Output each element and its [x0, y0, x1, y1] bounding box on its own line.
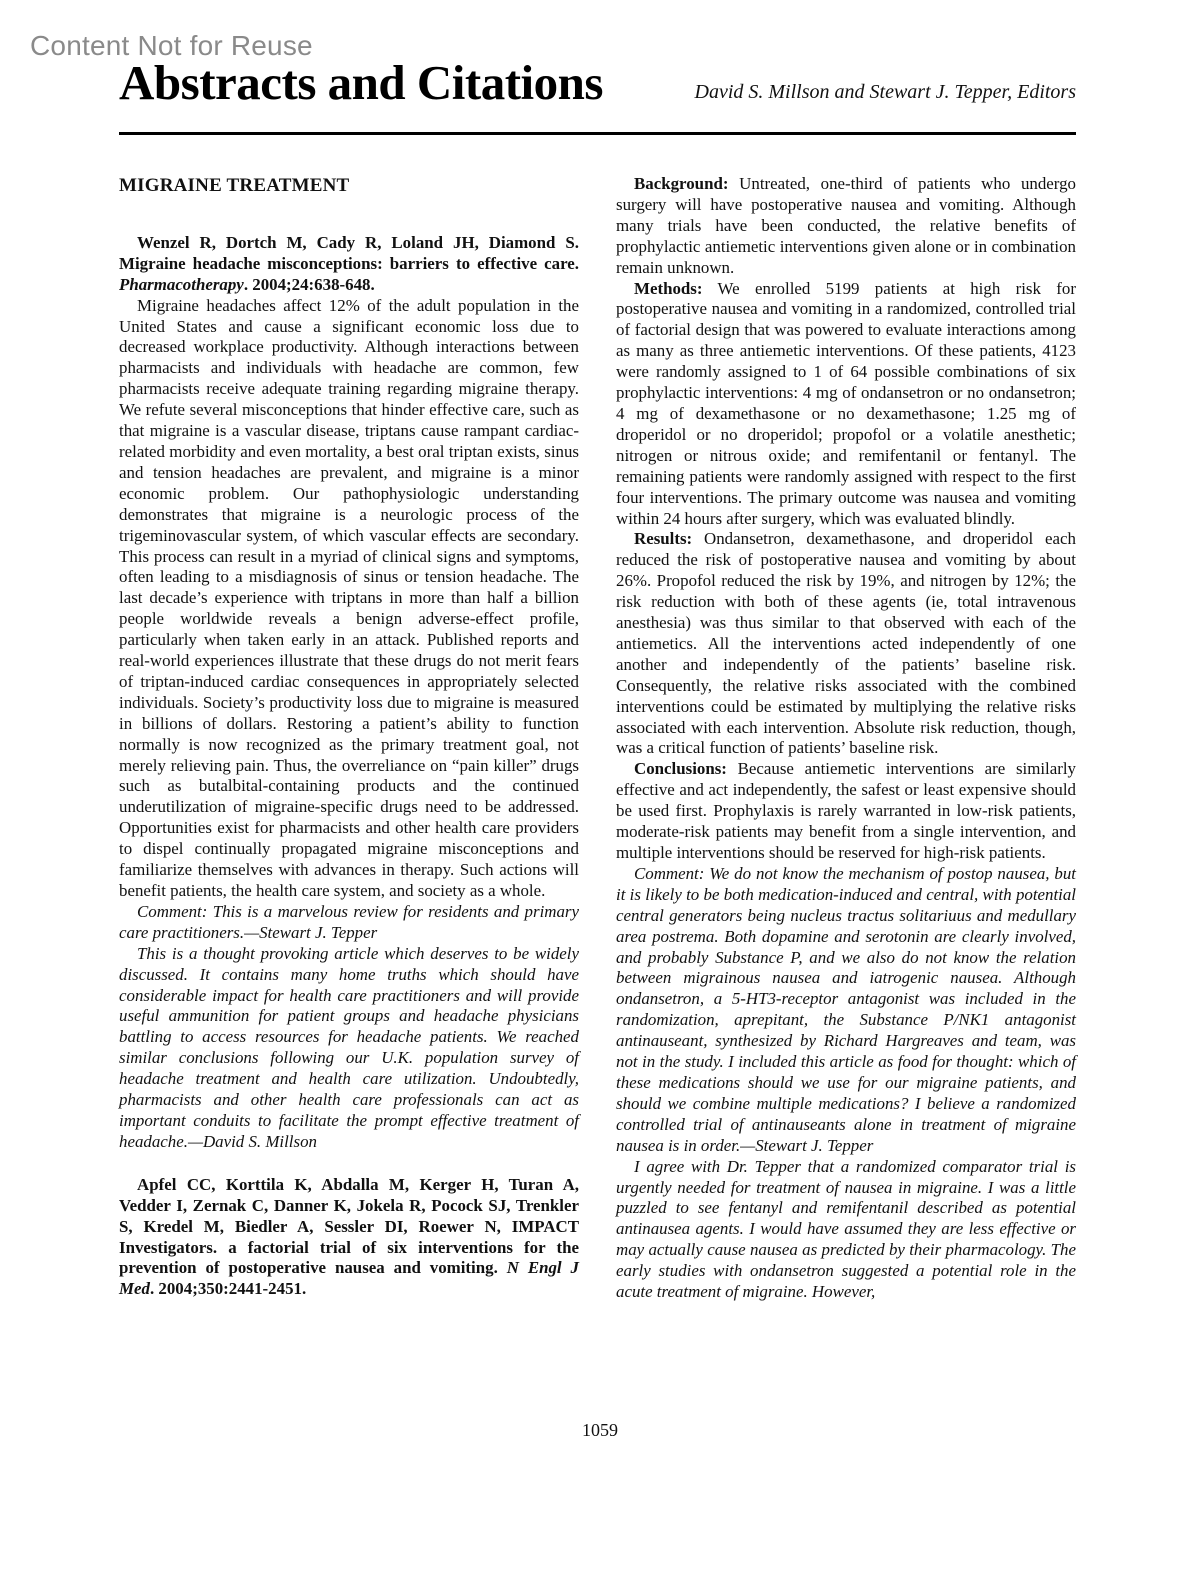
header-rule — [119, 132, 1076, 135]
background-text: Untreated, one-third of patients who undergo surgery will have postoperative nausea and vomiting. Although many trials have been conducted, the relative benefits of prophylactic antiemetic interventions given alone or in combination remain unknown. — [616, 174, 1076, 277]
citation-ref: . 2004;350:2441-2451. — [149, 1279, 307, 1299]
left-column — [119, 174, 579, 1300]
abstract-text: Migraine headaches affect 12% of the adult population in the United States and cause a significant economic loss due to decreased workplace productivity. Although interactions between pharmacists and individuals with headache are common, few pharmacists receive adequate training regarding migraine therapy. We refute several misconceptions that hinder effective care, such as that migraine is a vascular disease, triptans cause rampant cardiac-related morbidity and even mortality, a best oral triptan exists, sinus and tension headaches are prevalent, and migraine is a minor economic problem. Our pathophysiologic understanding demonstrates that migraine is a neurologic process of the trigeminovascular system, of which vascular effects are secondary. This process can result in a myriad of clinical signs and symptoms, often leading to a misdiagnosis of sinus or tension headache. The last decade’s experience with triptans in more than half a billion people worldwide reveals a benign adverse-effect profile, particularly when taken early in an attack. Published reports and real-world experiences illustrate that these drugs do not merit fears of triptan-induced cardiac consequences in appropriately selected individuals. Society’s productivity loss due to migraine is measured in billions of dollars. Restoring a patient’s ability to function normally is now recognized as the primary treatment goal, not merely relieving pain. Thus, the overreliance on “pain killer” drugs such as butalbital-containing products and the continued underutilization of migraine-specific drugs need to be addressed. Opportunities exist for pharmacists and other health care providers to dispel continually propagated migraine misconceptions and familiarize themselves with advances in therapy. Such actions will benefit patients, the health care system, and society as a whole. — [119, 295, 579, 900]
results-paragraph — [616, 529, 1076, 759]
citation-journal: N Engl J Med — [119, 1258, 579, 1299]
spacer — [119, 1153, 579, 1175]
page-title: Abstracts and Citations — [119, 55, 603, 110]
section-heading: MIGRAINE TREATMENT — [119, 175, 350, 196]
right-column — [616, 174, 1076, 1303]
comment-tepper-nausea: Comment: We do not know the mechanism of postop nausea, but it is likely to be both medication-induced and central, with potential central generators being nucleus tractus solitariuus and medullary area postrema. Both dopamine and serotonin are clearly involved, and probably Substance P, and we also do not know the relation between migrainous nausea and iatrogenic nausea. Although ondansetron, a 5-HT3-receptor antagonist was included in the randomization, aprepitant, the Substance P/NK1 antagonist antinauseant, synthesized by Richard Hargreaves and team, was not in the study. I included this article as food for thought: which of these medications should we use for our migraine patients, and should we combine multiple medications? I believe a randomized controlled trial of antinauseants alone in treatment of migraine nausea is in order.—Stewart J. Tepper — [616, 863, 1076, 1155]
citation-authors-title: Apfel CC, Korttila K, Abdalla M, Kerger H, Turan A, Vedder I, Zernak C, Danner K, Jokela R, Pocock SJ, Trenkler S, Kredel M, Biedler A, Sessler DI, Roewer N, IMPACT Investigators. a factorial trial of six interventions for the prevention of postoperative nausea and vomiting. — [119, 1174, 579, 1278]
article-citation-wenzel — [119, 233, 579, 296]
methods-text: We enrolled 5199 patients at high risk for postoperative nausea and vomiting in a randomized, controlled trial of factorial design that was powered to evaluate interactions among as many as three antiemetic interventions. Of these patients, 4123 were randomly assigned to 1 of 64 possible combinations of six prophylactic interventions: 4 mg of ondansetron or no ondansetron; 4 mg of dexamethasone or no dexamethasone; 1.25 mg of droperidol or no droperidol; propofol or a volatile anesthetic; nitrogen or nitrous oxide; and remifentanil or fentanyl. The remaining patients were randomly assigned with respect to the first four interventions. The primary outcome was nausea and vomiting within 24 hours after surgery, which was evaluated blindly. — [616, 278, 1076, 528]
conclusions-paragraph — [616, 759, 1076, 864]
page-number: 1059 — [582, 1420, 618, 1440]
results-text: Ondansetron, dexamethasone, and droperidol each reduced the risk of postoperative nausea and vomiting by about 26%. Propofol reduced the risk by 19%, and nitrogen by 12%; the risk reduction with both of these agents (ie, total intravenous anesthesia) was thus similar to that observed with each of the antiemetics. All the interventions acted independently of one another and independently of the patients’ baseline risk. Consequently, the relative risks associated with the combined interventions could be estimated by multiplying the relative risks associated with each intervention. Absolute risk reduction, though, was a critical function of patients’ baseline risk. — [616, 529, 1076, 758]
background-paragraph — [616, 174, 1076, 279]
conclusions-label: Conclusions: — [634, 759, 727, 779]
comment-tepper: Comment: This is a marvelous review for residents and primary care practitioners.—Stewart J. Tepper — [119, 901, 579, 942]
comment-millson-nausea: I agree with Dr. Tepper that a randomized comparator trial is urgently needed for treatment of nausea in migraine. I was a little puzzled to see fentanyl and remifentanil described as potential antinausea agents. I would have assumed they are less effective or may actually cause nausea as predicted by their pharmacology. The early studies with ondansetron suggested a potential role in the acute treatment of migraine. However, — [616, 1156, 1076, 1302]
comment-millson: This is a thought provoking article which deserves to be widely discussed. It contains many home truths which should have considerable impact for health care practitioners and will provide useful ammunition for patient groups and headache physicians battling to access resources for headache patients. We reached similar conclusions following our U.K. population survey of headache treatment and health care utilization. Undoubtedly, pharmacists and other health care professionals can act as important conduits to facilitate the prompt effective treatment of headache.—David S. Millson — [119, 943, 579, 1151]
citation-journal: Pharmacotherapy — [119, 274, 244, 294]
article-citation-apfel — [119, 1175, 579, 1300]
conclusions-text: Because antiemetic interventions are similarly effective and act independently, the safest or least expensive should be used first. Prophylaxis is rarely warranted in low-risk patients, moderate-risk patients may benefit from a single intervention, and multiple interventions should be reserved for high-risk patients. — [616, 759, 1076, 862]
results-label: Results: — [634, 529, 693, 549]
citation-ref: . 2004;24:638-648. — [243, 274, 375, 294]
background-label: Background: — [634, 174, 729, 193]
methods-paragraph — [616, 279, 1076, 530]
methods-label: Methods: — [634, 278, 703, 298]
watermark: Content Not for Reuse — [30, 30, 313, 61]
editors-line: David S. Millson and Stewart J. Tepper, Editors — [694, 81, 1076, 103]
citation-authors-title: Wenzel R, Dortch M, Cady R, Loland JH, Diamond S. Migraine headache misconceptions: barriers to effective care. — [119, 232, 579, 273]
